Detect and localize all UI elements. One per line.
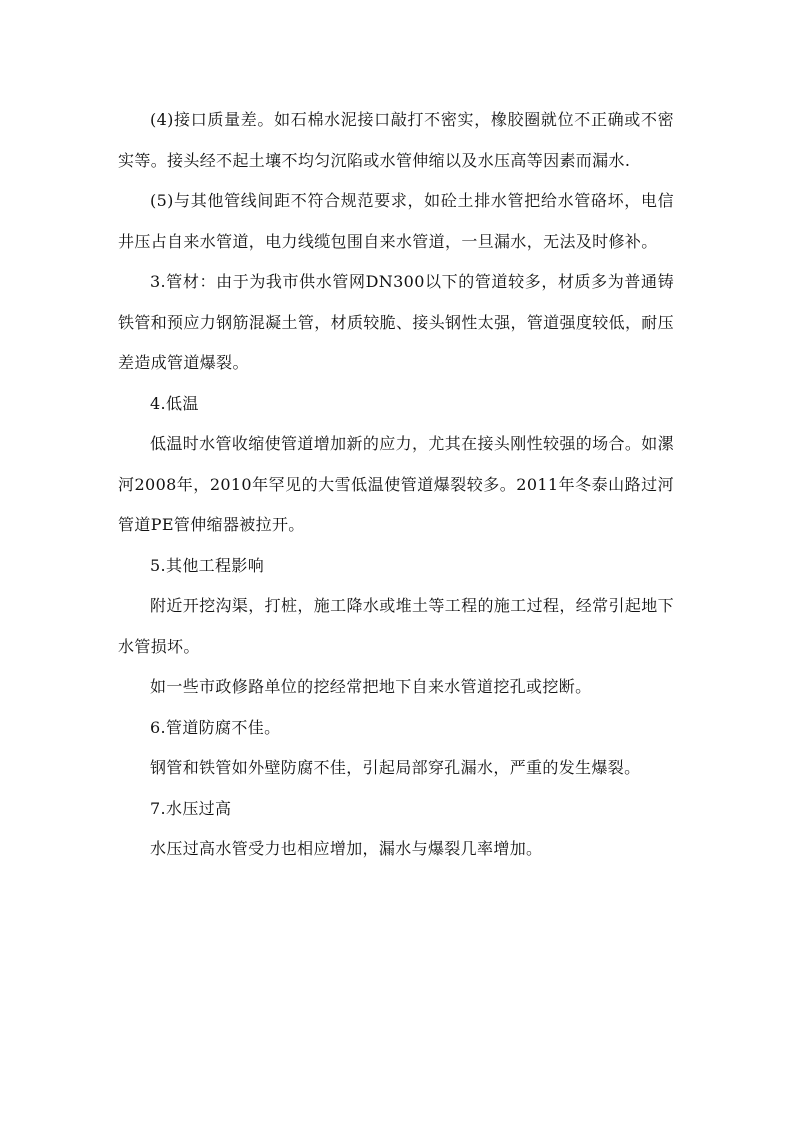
paragraph-joint-quality: (4)接口质量差。如石棉水泥接口敲打不密实，橡胶圈就位不正确或不密实等。接头经不起土壤不均匀沉陷或水管伸缩以及水压高等因素而漏水. <box>118 110 674 170</box>
heading-corrosion: 6.管道防腐不佳。 <box>150 717 281 737</box>
paragraph-low-temperature: 低温时水管收缩使管道增加新的应力，尤其在接头刚性较强的场合。如漯河2008年，2010年罕见的大雪低温使管道爆裂较多。2011年冬泰山路过河管道PE管伸缩器被拉开。 <box>118 434 674 534</box>
document-body <box>118 100 674 870</box>
paragraph-pipe-material: 3.管材：由于为我市供水管网DN300以下的管道较多，材质多为普通铸铁管和预应力钢筋混凝土管，材质较脆、接头钢性太强，管道强度较低，耐压差造成管道爆裂。 <box>118 272 674 372</box>
paragraph-pipeline-spacing: (5)与其他管线间距不符合规范要求，如砼土排水管把给水管硌坏，电信井压占自来水管道，电力线缆包围自来水管道，一旦漏水，无法及时修补。 <box>118 191 674 251</box>
paragraph-road-works: 如一些市政修路单位的挖经常把地下自来水管道挖孔或挖断。 <box>150 677 592 696</box>
paragraph-other-works: 附近开挖沟渠，打桩，施工降水或堆土等工程的施工过程，经常引起地下水管损坏。 <box>118 596 674 656</box>
heading-low-temperature: 4.低温 <box>150 393 199 413</box>
paragraph-high-pressure: 水压过高水管受力也相应增加，漏水与爆裂几率增加。 <box>150 839 543 858</box>
heading-other-works: 5.其他工程影响 <box>150 555 265 575</box>
heading-high-pressure: 7.水压过高 <box>150 798 232 818</box>
paragraph-corrosion: 钢管和铁管如外壁防腐不佳，引起局部穿孔漏水，严重的发生爆裂。 <box>150 758 641 777</box>
